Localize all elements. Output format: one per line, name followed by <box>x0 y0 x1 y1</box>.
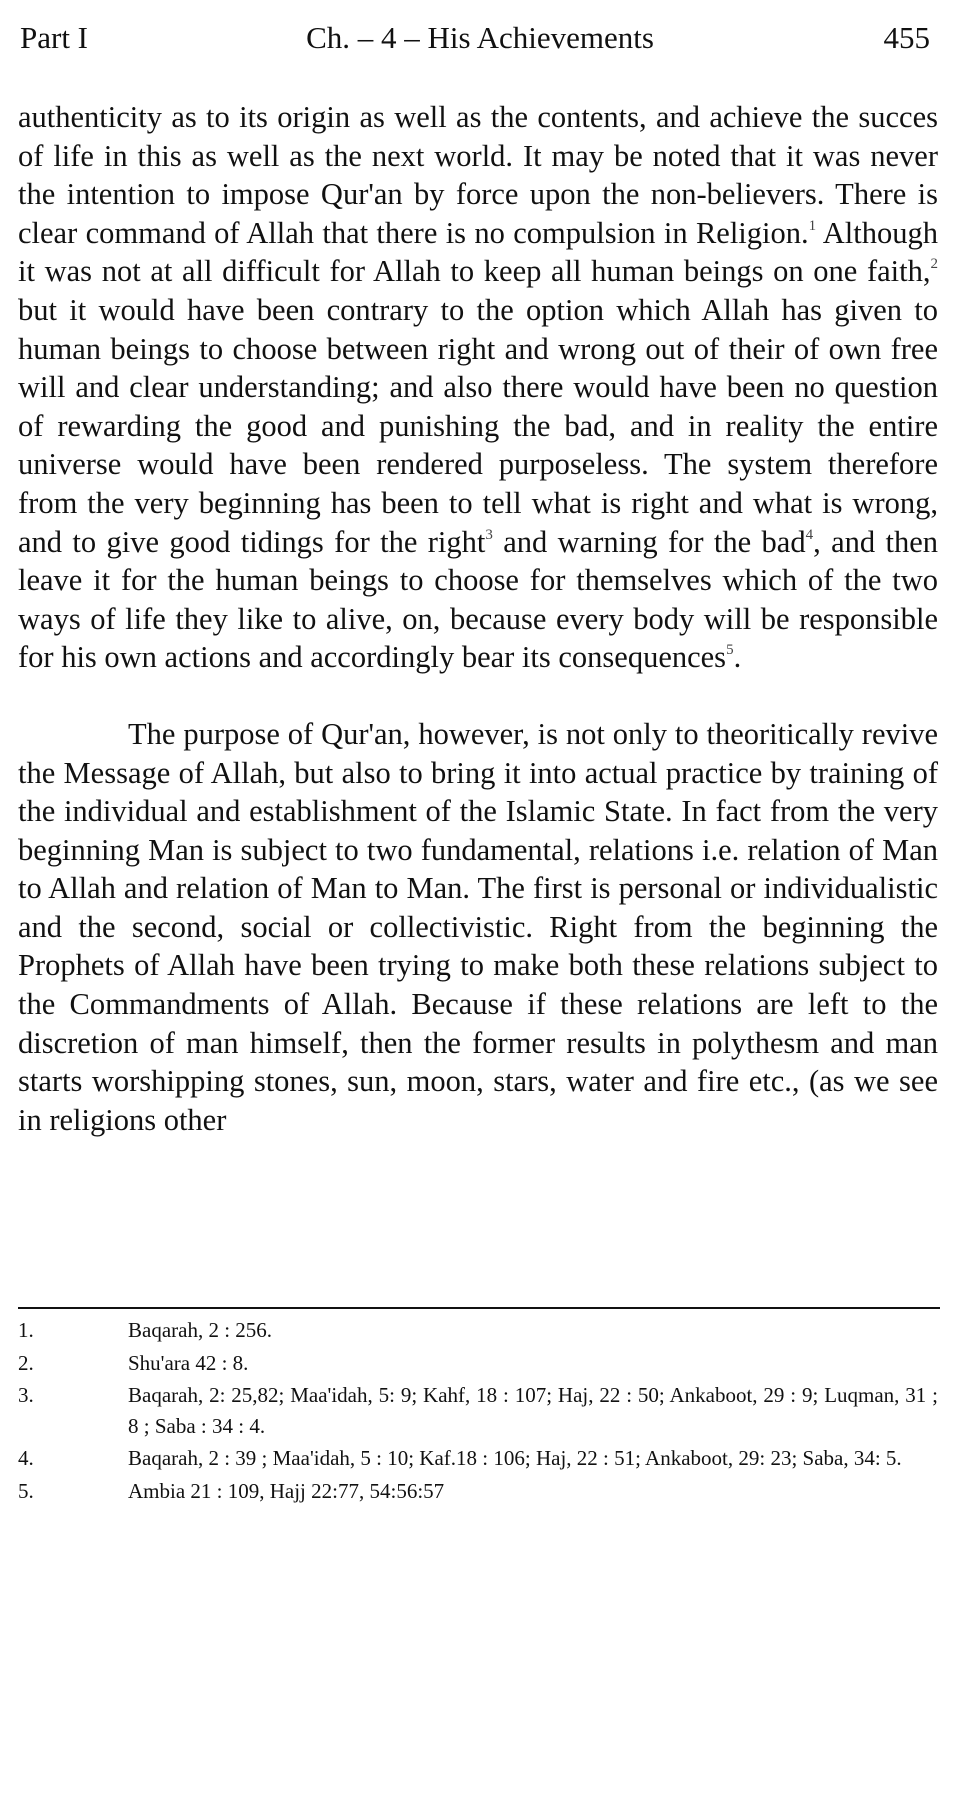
paragraph-1-text-6: . <box>733 640 742 675</box>
paragraph-1 <box>18 98 938 677</box>
chapter-title: Ch. – 4 – His Achievements <box>306 20 654 55</box>
footnote-number: 3. <box>18 1383 34 1407</box>
paragraph-1-text-1: authenticity as to its origin as well as the contents, and achieve the succes of life in this as well as the next world. It may be noted that it was never the intention to impose Qur'an by force upon the non-believers. There is clear command of Allah that there is no compulsion in Religion. <box>18 100 938 250</box>
part-label: Part I <box>20 20 89 55</box>
footnote-text: Shu'ara 42 : 8. <box>128 1350 249 1375</box>
footnote-ref-5: 5 <box>726 642 734 659</box>
footnotes <box>18 1315 938 1508</box>
footnote-ref-3: 3 <box>485 526 493 543</box>
footnote-1 <box>18 1315 938 1346</box>
footnote-text: Baqarah, 2 : 256. <box>128 1318 273 1342</box>
footnote-number: 2. <box>18 1350 34 1375</box>
book-page <box>18 0 942 1796</box>
paragraph-1-text-2: Although it was not at all difficult for Allah to keep all human beings on one faith, <box>18 215 939 289</box>
footnote-text: Ambia 21 : 109, Hajj 22:77, 54:56:57 <box>128 1478 445 1503</box>
paragraph-1-text-4: and warning for the bad <box>492 524 806 559</box>
footnote-4 <box>18 1443 938 1474</box>
page-number: 455 <box>883 20 930 55</box>
footnote-3 <box>18 1380 938 1441</box>
footnote-ref-2: 2 <box>930 256 938 273</box>
footnote-text: Baqarah, 2 : 39 ; Maa'idah, 5 : 10; Kaf.18 : 106; Haj, 22 : 51; Ankaboot, 29: 23; Saba, 34: 5. <box>128 1446 902 1470</box>
footnote-divider <box>18 1307 940 1309</box>
footnote-ref-1: 1 <box>808 217 817 234</box>
footnote-number: 1. <box>18 1318 34 1342</box>
footnote-ref-4: 4 <box>805 526 814 543</box>
body-text <box>18 98 938 1139</box>
footnote-2 <box>18 1348 938 1379</box>
footnote-number: 4. <box>18 1446 34 1470</box>
footnote-number: 5. <box>18 1478 34 1503</box>
paragraph-1-text-3: but it would have been contrary to the option which Allah has given to human beings to choose between right and wrong out of their of own free will and clear understanding; and also there would have been no question of rewarding the good and punishing the bad, and in reality the entire universe would have been rendered purposeless. The system therefore from the very beginning has been to tell what is right and what is wrong, and to give good tidings for the right <box>18 292 938 559</box>
paragraph-1-text-5: , and then leave it for the human beings to choose for themselves which of the two ways of life they like to alive, on, because every body will be responsible for his own actions and accordingly bear its consequences <box>18 524 938 675</box>
footnote-5 <box>18 1476 938 1507</box>
paragraph-2: The purpose of Qur'an, however, is not only to theoritically revive the Message of Allah, but also to bring it into actual practice by training of the individual and establishment of the Islamic State. In fact from the very beginning Man is subject to two fundamental, relations i.e. relation of Man to Allah and relation of Man to Man. The first is personal or individualistic and the second, social or collectivistic. Right from the beginning the Prophets of Allah have been trying to make both these relations subject to the Commandments of Allah. Because if these relations are left to the discretion of man himself, then the former results in polythesm and man starts worshipping stones, sun, moon, stars, water and fire etc., (as we see in religions other <box>18 716 938 1137</box>
running-header <box>20 18 940 58</box>
footnote-text: Baqarah, 2: 25,82; Maa'idah, 5: 9; Kahf, 18 : 107; Haj, 22 : 50; Ankaboot, 29 : 9; Luqman, 31 ; 8 ; Saba : 34 : 4. <box>128 1383 938 1438</box>
